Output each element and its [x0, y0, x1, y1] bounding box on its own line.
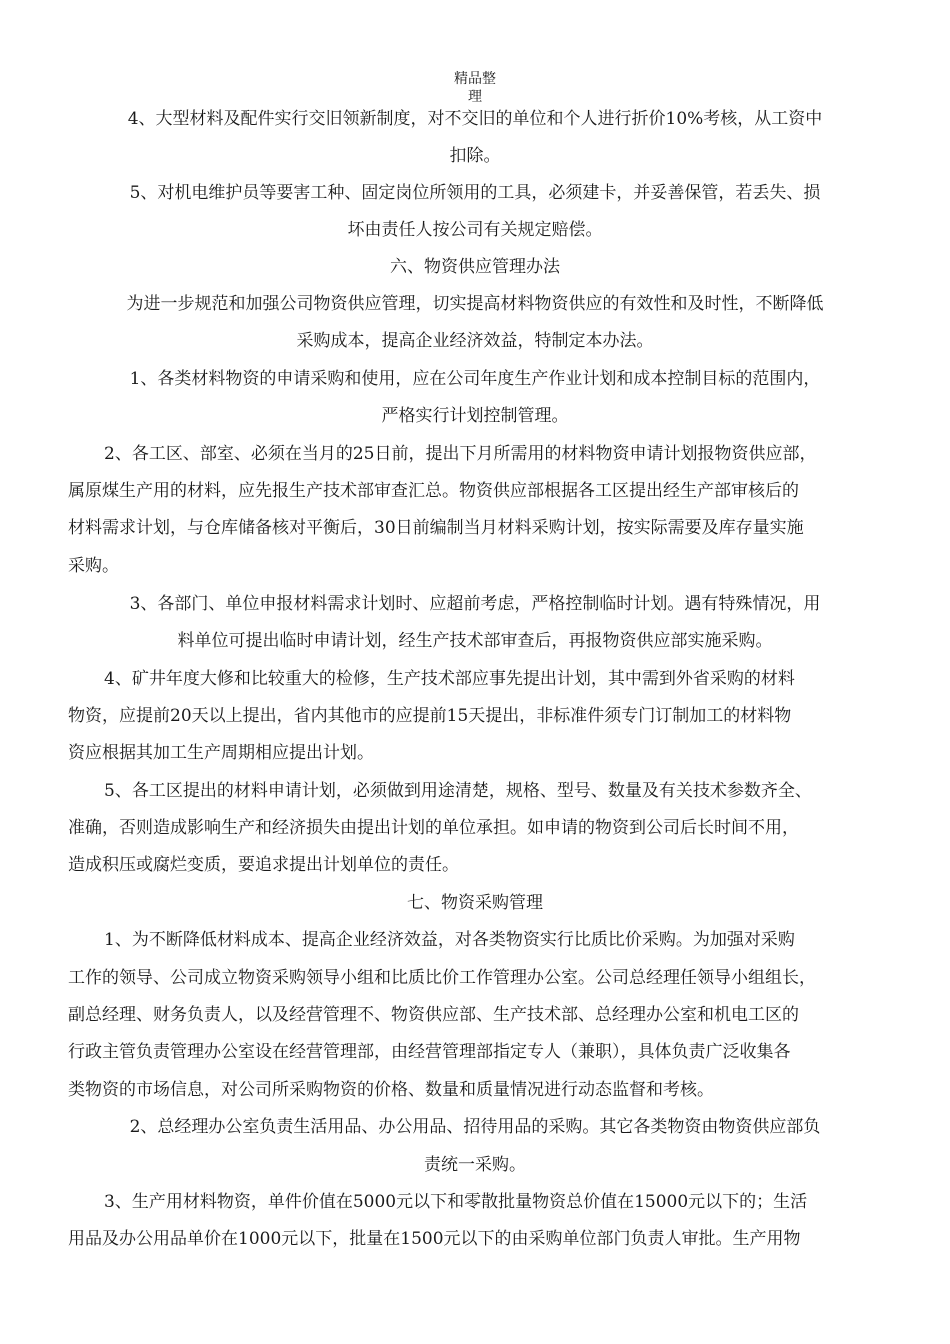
- text-line: 2、总经理办公室负责生活用品、办公用品、招待用品的采购。其它各类物资由物资供应部负: [129, 1117, 821, 1137]
- header-line-2: 理: [468, 89, 482, 105]
- text-line: 采购。: [68, 556, 119, 576]
- text-line: 行政主管负责管理办公室设在经营管理部，由经营管理部指定专人（兼职），具体负责广泛收集各: [68, 1042, 791, 1062]
- text-line: 5、各工区提出的材料申请计划，必须做到用途清楚，规格、型号、数量及有关技术参数齐全、: [104, 781, 812, 801]
- text-line: 造成积压或腐烂变质，要追求提出计划单位的责任。: [68, 855, 459, 875]
- text-line: 为进一步规范和加强公司物资供应管理，切实提高材料物资供应的有效性和及时性，不断降低: [126, 294, 824, 314]
- text-line: 1、各类材料物资的申请采购和使用，应在公司年度生产作业计划和成本控制目标的范围内，: [129, 369, 821, 389]
- text-line: 3、生产用材料物资，单件价值在5000元以下和零散批量物资总价值在15000元以下的；生活: [104, 1192, 808, 1212]
- section-heading: 七、物资采购管理: [407, 893, 543, 913]
- text-line: 5、对机电维护员等要害工种、固定岗位所领用的工具，必须建卡，并妥善保管，若丢失、损: [129, 183, 821, 203]
- text-line: 准确，否则造成影响生产和经济损失由提出计划的单位承担。如申请的物资到公司后长时间不用，: [68, 818, 799, 838]
- text-line: 3、各部门、单位申报材料需求计划时、应超前考虑，严格控制临时计划。遇有特殊情况，用: [129, 594, 821, 614]
- text-line: 采购成本，提高企业经济效益，特制定本办法。: [296, 331, 654, 351]
- text-line: 类物资的市场信息，对公司所采购物资的价格、数量和质量情况进行动态监督和考核。: [68, 1080, 714, 1100]
- text-line: 4、大型材料及配件实行交旧领新制度，对不交旧的单位和个人进行折价10%考核，从工资中: [127, 109, 823, 129]
- text-line: 属原煤生产用的材料，应先报生产技术部审查汇总。物资供应部根据各工区提出经生产部审核后的: [68, 481, 799, 501]
- text-line: 1、为不断降低材料成本、提高企业经济效益，对各类物资实行比质比价采购。为加强对采购: [104, 930, 795, 950]
- text-line: 料单位可提出临时申请计划，经生产技术部审查后，再报物资供应部实施采购。: [177, 631, 773, 651]
- text-line: 工作的领导、公司成立物资采购领导小组和比质比价工作管理办公室。公司总经理任领导小组组长，: [68, 968, 816, 988]
- text-line: 4、矿井年度大修和比较重大的检修，生产技术部应事先提出计划，其中需到外省采购的材料: [104, 669, 795, 689]
- text-line: 2、各工区、部室、必须在当月的25日前，提出下月所需用的材料物资申请计划报物资供应部，: [104, 444, 817, 464]
- section-heading: 六、物资供应管理办法: [390, 257, 560, 277]
- text-line: 扣除。: [449, 146, 501, 166]
- text-line: 责统一采购。: [424, 1155, 526, 1175]
- header-line-1: 精品整: [454, 71, 496, 87]
- text-line: 坏由责任人按公司有关规定赔偿。: [347, 220, 603, 240]
- text-line: 严格实行计划控制管理。: [381, 406, 569, 426]
- text-line: 用品及办公用品单价在1000元以下，批量在1500元以下的由采购单位部门负责人审批。生产用物: [68, 1229, 801, 1249]
- text-line: 物资，应提前20天以上提出，省内其他市的应提前15天提出，非标准件须专门订制加工的材料物: [68, 706, 792, 726]
- text-line: 资应根据其加工生产周期相应提出计划。: [68, 743, 374, 763]
- text-line: 材料需求计划，与仓库储备核对平衡后，30日前编制当月材料采购计划，按实际需要及库存量实施: [68, 518, 804, 538]
- text-line: 副总经理、财务负责人，以及经营管理不、物资供应部、生产技术部、总经理办公室和机电工区的: [68, 1005, 799, 1025]
